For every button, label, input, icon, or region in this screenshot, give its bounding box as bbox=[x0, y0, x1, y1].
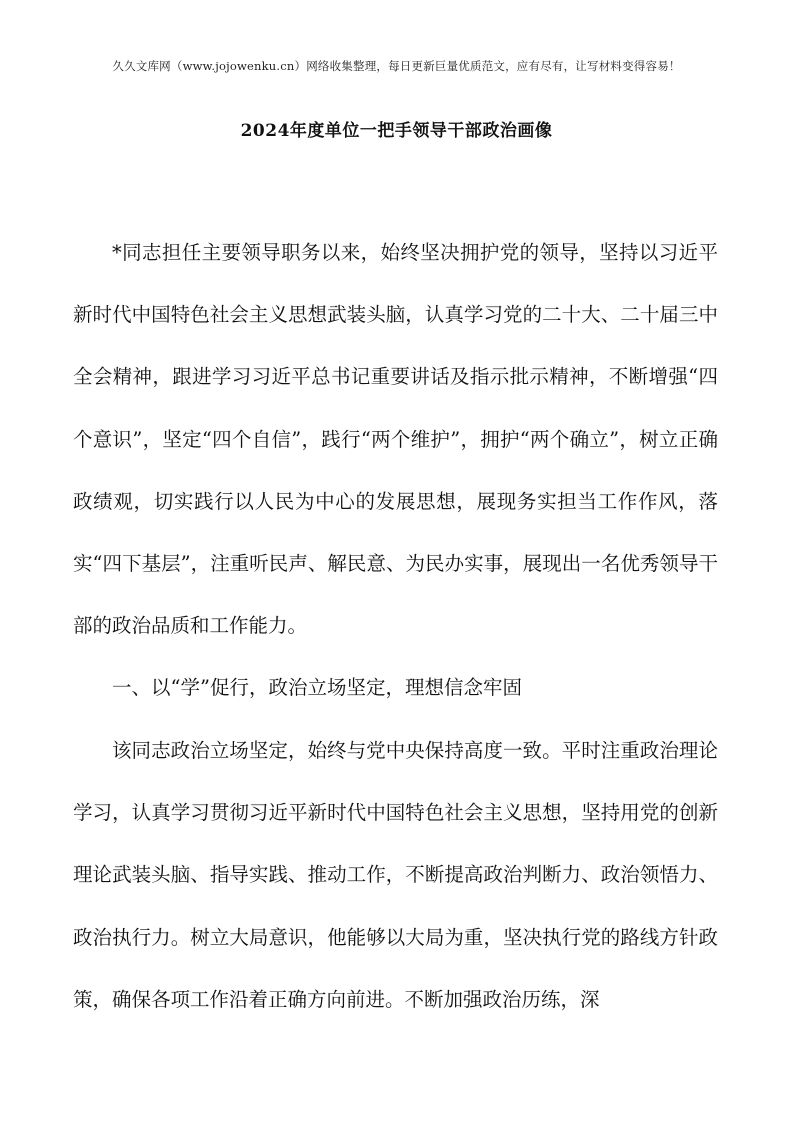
section-heading: 一、以“学”促行，政治立场坚定，理想信念牢固 bbox=[112, 676, 522, 699]
header-watermark-note: 久久文库网（www.jojowenku.cn）网络收集整理，每日更新巨量优质范文，应有尽有，让写材料变得容易！ bbox=[112, 59, 681, 73]
intro-paragraph: *同志担任主要领导职务以来，始终坚决拥护党的领导，坚持以习近平新时代中国特色社会主义思想武装头脑，认真学习党的二十大、二十届三中全会精神，跟进学习习近平总书记重要讲话及指示批示精神，不断增强“四个意识”，坚定“四个自信”，践行“两个维护”，拥护“两个确立”，树立正确政绩观，切实践行以人民为中心的发展思想，展现务实担当工作作风，落实“四下基层”，注重听民声、解民意、为民办实事，展现出一名优秀领导干部的政治品质和工作能力。 bbox=[73, 241, 718, 638]
section-paragraph: 该同志政治立场坚定，始终与党中央保持高度一致。平时注重政治理论学习，认真学习贯彻习近平新时代中国特色社会主义思想，坚持用党的创新理论武装头脑、指导实践、推动工作，不断提高政治判断力、政治领悟力、政治执行力。树立大局意识，他能够以大局为重，坚决执行党的路线方针政策，确保各项工作沿着正确方向前进。不断加强政治历练，深 bbox=[73, 739, 718, 1011]
document-title: 2024年度单位一把手领导干部政治画像 bbox=[240, 121, 553, 141]
